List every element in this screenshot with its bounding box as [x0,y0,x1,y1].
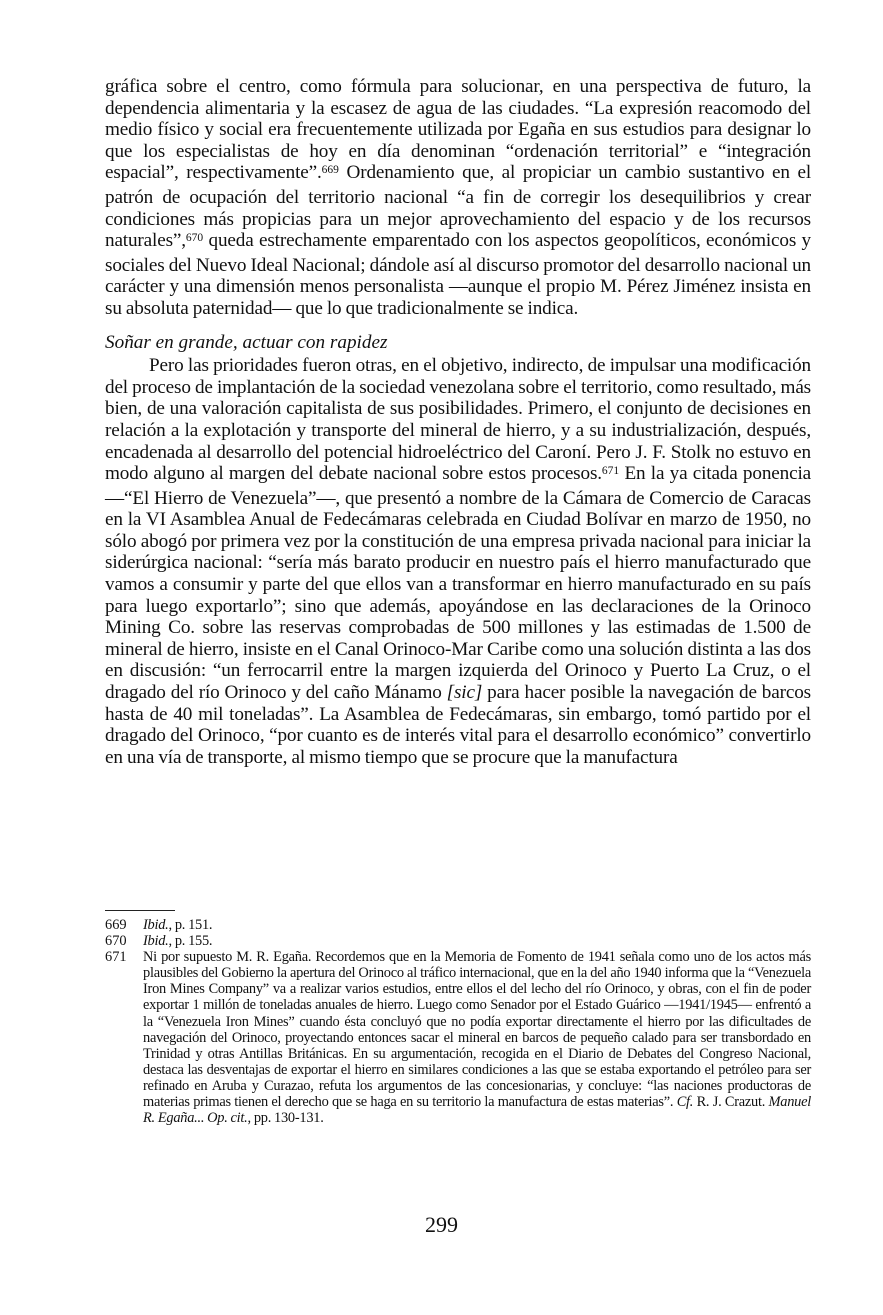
footnote-body: , p. 151. [168,917,213,933]
footnote-ref-670[interactable]: 670 [185,232,204,245]
footnote-number: 670 [105,933,127,950]
section-heading: Soñar en grande, actuar con rapidez [105,331,388,353]
footnote-ref-671[interactable]: 671 [601,465,620,478]
footnote-body: Ni por supuesto M. R. Egaña. Recordemos que en la Memoria de Fomento de 1941 señala como uno de los actos más plausibles del Gobierno la apertura del Orinoco al tráfico internacional, que en la del año 1940 informa que la “Venezuela Iron Mines Company” va a realizar varios estudios, entre ellos el del lecho del río Orinoco, y obras, con el fin de poder exportar 1 millón de toneladas anuales de hierro. Luego como Senador por el Estado Guárico —1941/1945— enfrentó a la “Venezuela Iron Mines” cuando ésta concluyó que no podía exportar directamente el hierro por las dificultades de navegación del Orinoco, proyectando entonces sacar el mineral en barcos de pequeño calado para ser transbordado en Trinidad y otras Antillas Británicas. En su argumentación, recogida en el Diario de Debates del Congreso Nacional, destaca las desventajas de exportar el hierro en similares condiciones a las que se estaba exportando el petróleo para ser refinado en Aruba y Curazao, refuta los argumentos de las concesionarias, y concluye: “las naciones productoras de materias primas tienen el derecho que se haga en su territorio la manufactura de estas materias”. [143,949,811,1111]
page-content [105,76,811,768]
footnote-text [143,917,811,933]
paragraph-2 [105,355,811,768]
paragraph-text: gráfica sobre el centro, como fórmula para solucionar, en una perspectiva de futuro, la dependencia alimentaria y la escasez de agua de las ciudades. “La expresión reacomodo del medio físico y social era frecuentemente utilizada por Egaña en sus estudios para designar lo que los especialistas de hoy en día denominan “ordenación territorial” e “integración espacial”, respectivamente”. [105,76,811,184]
paragraph-1 [105,76,811,320]
footnote-italic: Cf. [676,1094,694,1111]
sic-annotation: [sic] [446,682,483,704]
footnote-italic: Ibid. [143,933,169,950]
paragraph-text: Ordenamiento que, al propiciar un cambio sustantivo en el patrón de ocupación del territorio nacional “a fin de corregir los desequilibrios y crear condiciones más propicias para un mejor aprovechamiento del espacio y de los recursos naturales”, [105,162,811,252]
footnotes [105,917,811,1126]
footnote-body: , p. 155. [168,933,213,950]
footnote-671 [105,949,811,1126]
page-number: 299 [425,1212,458,1237]
footnote-text [143,949,811,1126]
footnote-body: R. J. Crazut. [693,1094,769,1111]
paragraph-text: En la ya citada ponencia —“El Hierro de Venezuela”—, que presentó a nombre de la Cámara de Comercio de Caracas en la VI Asamblea Anual de Fedecámaras celebrada en Ciudad Bolívar en marzo de 1950, no sólo abogó por primera vez por la constitución de una empresa privada nacional para iniciar la siderúrgica nacional: “sería más barato producir en nuestro país el hierro manufacturado que vamos a consumir y parte del que ellos van a transformar en hierro manufacturado en su país para luego exportarlo”; sino que además, apoyándose en las declaraciones de la Orinoco Mining Co. sobre las reservas comprobadas de 500 millones y las estimadas de 1.500 de mineral de hierro, insiste en el Canal Orinoco-Mar Caribe como una solución distinta a las dos en discusión: “un ferrocarril entre la margen izquierda del Orinoco y Puerto La Cruz, o el dragado del río Orinoco y del caño Mánamo [105,463,811,704]
footnote-number: 669 [105,917,127,933]
footnote-ref-669[interactable]: 669 [321,164,339,177]
footnote-separator [105,910,175,911]
paragraph-text: queda estrechamente emparentado con los aspectos geopolíticos, económicos y sociales del Nuevo Ideal Nacional; dándole así al discurso promotor del desarrollo nacional un carácter y una dimensión menos personalista —aunque el propio M. Pérez Jiménez insista en su absoluta paternidad— que lo que tradicionalmente se indica. [105,230,811,319]
body-text [105,76,811,768]
paragraph-text: Pero las prioridades fueron otras, en el objetivo, indirecto, de impulsar una modificación del proceso de implantación de la sociedad venezolana sobre el territorio, como resultado, más bien, de una valoración capitalista de sus posibilidades. Primero, el conjunto de decisiones en relación a la explotación y transporte del mineral de hierro, y a su industrialización, después, encadenada al desarrollo del potencial hidroeléctrico del Caroní. Pero J. F. Stolk no estuvo en modo alguno al margen del debate nacional sobre estos procesos. [105,355,811,485]
footnote-italic: Op. cit. [207,1110,248,1127]
footnote-body: , pp. 130-131. [247,1110,324,1127]
paragraph-text: para hacer posible la navegación de barcos hasta de 40 mil toneladas”. La Asamblea de Fedecámaras, sin embargo, tomó partido por el dragado del Orinoco, “por cuanto es de interés vital para el desarrollo económico” convertirlo en una vía de transporte, al mismo tiempo que se procure que la manufactura [105,682,811,768]
footnote-670 [105,933,811,949]
footnote-book-title: Manuel R. Egaña... [143,1094,811,1127]
footnote-text [143,933,811,949]
footnote-number: 671 [105,949,127,966]
footnote-italic: Ibid. [143,917,169,933]
footnote-669 [105,917,811,933]
